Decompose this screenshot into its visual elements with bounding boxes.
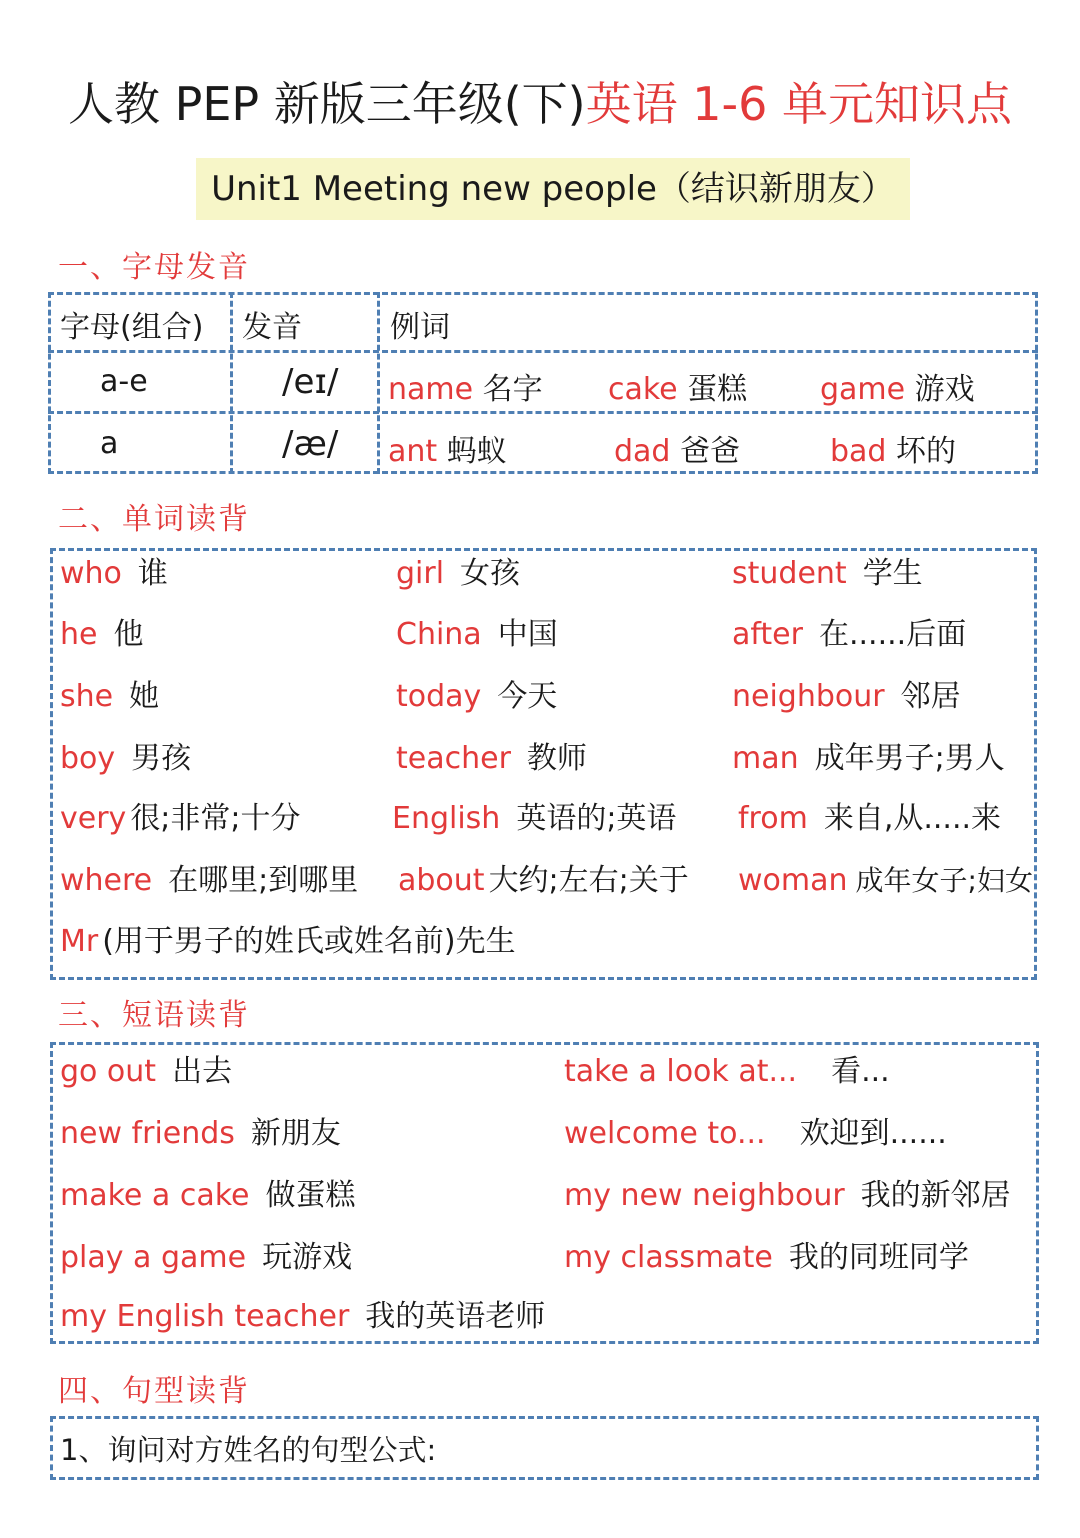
phrase-item (60, 1052, 232, 1092)
sentence-item: 1、询问对方姓名的句型公式: (60, 1433, 437, 1467)
phrase-item (564, 1052, 890, 1092)
word-en: where (60, 863, 153, 898)
example-word (608, 364, 747, 408)
word-zh: 在哪里;到哪里 (168, 863, 359, 898)
phrase-item (60, 1114, 341, 1154)
word-en: from (738, 801, 808, 836)
word-zh: 大约;左右;关于 (488, 863, 689, 898)
example-zh: 坏的 (896, 434, 957, 469)
example-en: dad (614, 434, 671, 469)
example-zh: 蛋糕 (687, 372, 748, 407)
word-zh: 邻居 (900, 679, 961, 714)
word-item (732, 554, 923, 594)
word-item (732, 739, 1005, 779)
phrase-item (60, 1297, 545, 1337)
word-item (60, 615, 143, 655)
word-en: girl (396, 556, 445, 591)
unit-banner: Unit1 Meeting new people（结识新朋友） (196, 158, 910, 220)
phrase-zh: 新朋友 (250, 1116, 341, 1151)
row-letter: a-e (100, 364, 148, 399)
word-en: boy (60, 741, 116, 776)
section-title-sentences: 四、句型读背 (58, 1374, 250, 1409)
word-item (60, 799, 301, 839)
example-zh: 游戏 (914, 372, 975, 407)
word-zh: (用于男子的姓氏或姓名前)先生 (102, 924, 516, 959)
word-zh: 她 (129, 679, 160, 714)
word-zh: 成年女子;妇女 (855, 864, 1033, 897)
word-zh: 教师 (526, 741, 587, 776)
word-zh: 英语的;英语 (516, 801, 677, 836)
word-zh: 学生 (862, 556, 923, 591)
header-letter: 字母(组合) (60, 310, 204, 345)
phrase-item (60, 1176, 355, 1216)
header-examples: 例词 (390, 310, 450, 345)
divider (377, 292, 380, 474)
word-zh: 在......后面 (818, 617, 967, 652)
word-en: China (396, 617, 482, 652)
row-letter: a (100, 426, 119, 461)
phrase-zh: 我的同班同学 (788, 1240, 969, 1275)
word-en: today (396, 679, 482, 714)
word-item (392, 799, 676, 839)
phrase-item (564, 1176, 1011, 1216)
word-en: after (732, 617, 803, 652)
word-item (738, 799, 1001, 839)
word-en: about (398, 863, 485, 898)
phrase-zh: 看... (831, 1054, 890, 1089)
example-zh: 蚂蚁 (446, 434, 507, 469)
example-en: bad (830, 434, 887, 469)
example-en: cake (608, 372, 678, 407)
example-zh: 名字 (482, 372, 543, 407)
word-en: he (60, 617, 98, 652)
word-zh: 女孩 (460, 556, 521, 591)
word-en: student (732, 556, 847, 591)
section-title-phrases: 三、短语读背 (58, 998, 250, 1033)
phrase-item (564, 1114, 947, 1154)
phrase-zh: 出去 (172, 1054, 233, 1089)
section-title-words: 二、单词读背 (58, 502, 250, 537)
example-en: ant (388, 434, 438, 469)
phrase-zh: 我的英语老师 (365, 1299, 546, 1334)
word-en: woman (738, 863, 848, 898)
example-en: name (388, 372, 474, 407)
word-zh: 他 (113, 617, 144, 652)
word-item (396, 739, 587, 779)
example-word (388, 364, 543, 408)
word-en: man (732, 741, 799, 776)
phrase-item (564, 1238, 969, 1278)
row-sound: /eɪ/ (282, 362, 339, 402)
word-item (732, 677, 961, 717)
word-en: very (60, 801, 127, 836)
phrase-en: take a look at... (564, 1054, 798, 1089)
word-item (60, 554, 168, 594)
word-zh: 来自,从.....来 (823, 801, 1002, 836)
word-item (396, 554, 520, 594)
section-title-phonics: 一、字母发音 (58, 250, 250, 285)
word-en: neighbour (732, 679, 885, 714)
word-zh: 今天 (497, 679, 558, 714)
word-zh: 中国 (497, 617, 558, 652)
word-item (732, 615, 966, 655)
example-word (614, 426, 740, 470)
phrase-zh: 做蛋糕 (265, 1178, 356, 1213)
word-item (396, 677, 557, 717)
word-en: teacher (396, 741, 511, 776)
title-black: 人教 PEP 新版三年级(下) (67, 77, 586, 131)
word-en: English (392, 801, 501, 836)
phrase-en: my classmate (564, 1240, 773, 1275)
word-zh: 很;非常;十分 (130, 801, 301, 836)
word-en: she (60, 679, 114, 714)
divider (48, 411, 1038, 414)
example-en: game (820, 372, 906, 407)
word-en: who (60, 556, 122, 591)
phrase-en: my new neighbour (564, 1178, 845, 1213)
phrase-en: make a cake (60, 1178, 250, 1213)
divider (48, 350, 1038, 353)
word-item (60, 739, 191, 779)
word-item (396, 615, 558, 655)
example-zh: 爸爸 (680, 434, 741, 469)
word-zh: 谁 (137, 556, 168, 591)
phrase-en: my English teacher (60, 1299, 350, 1334)
page-title (0, 72, 1080, 136)
title-red: 英语 1-6 单元知识点 (585, 77, 1013, 131)
word-zh: 成年男子;男人 (814, 741, 1005, 776)
word-item (398, 861, 689, 901)
phrase-en: new friends (60, 1116, 235, 1151)
word-en: Mr (60, 924, 99, 959)
example-word (820, 364, 975, 408)
example-word (388, 426, 507, 470)
word-zh: 男孩 (131, 741, 192, 776)
example-word (830, 426, 956, 470)
word-item (738, 861, 1033, 901)
phrase-en: go out (60, 1054, 157, 1089)
phrase-en: play a game (60, 1240, 247, 1275)
phrase-en: welcome to... (564, 1116, 766, 1151)
phrase-item (60, 1238, 352, 1278)
phrase-zh: 我的新邻居 (860, 1178, 1011, 1213)
header-sound: 发音 (242, 310, 302, 345)
phrase-zh: 玩游戏 (262, 1240, 353, 1275)
word-item (60, 677, 159, 717)
phrase-zh: 欢迎到...... (799, 1116, 947, 1151)
row-sound: /æ/ (282, 424, 339, 464)
word-item (60, 922, 516, 962)
divider (230, 292, 233, 474)
phonics-table (48, 292, 1038, 474)
word-item (60, 861, 358, 901)
